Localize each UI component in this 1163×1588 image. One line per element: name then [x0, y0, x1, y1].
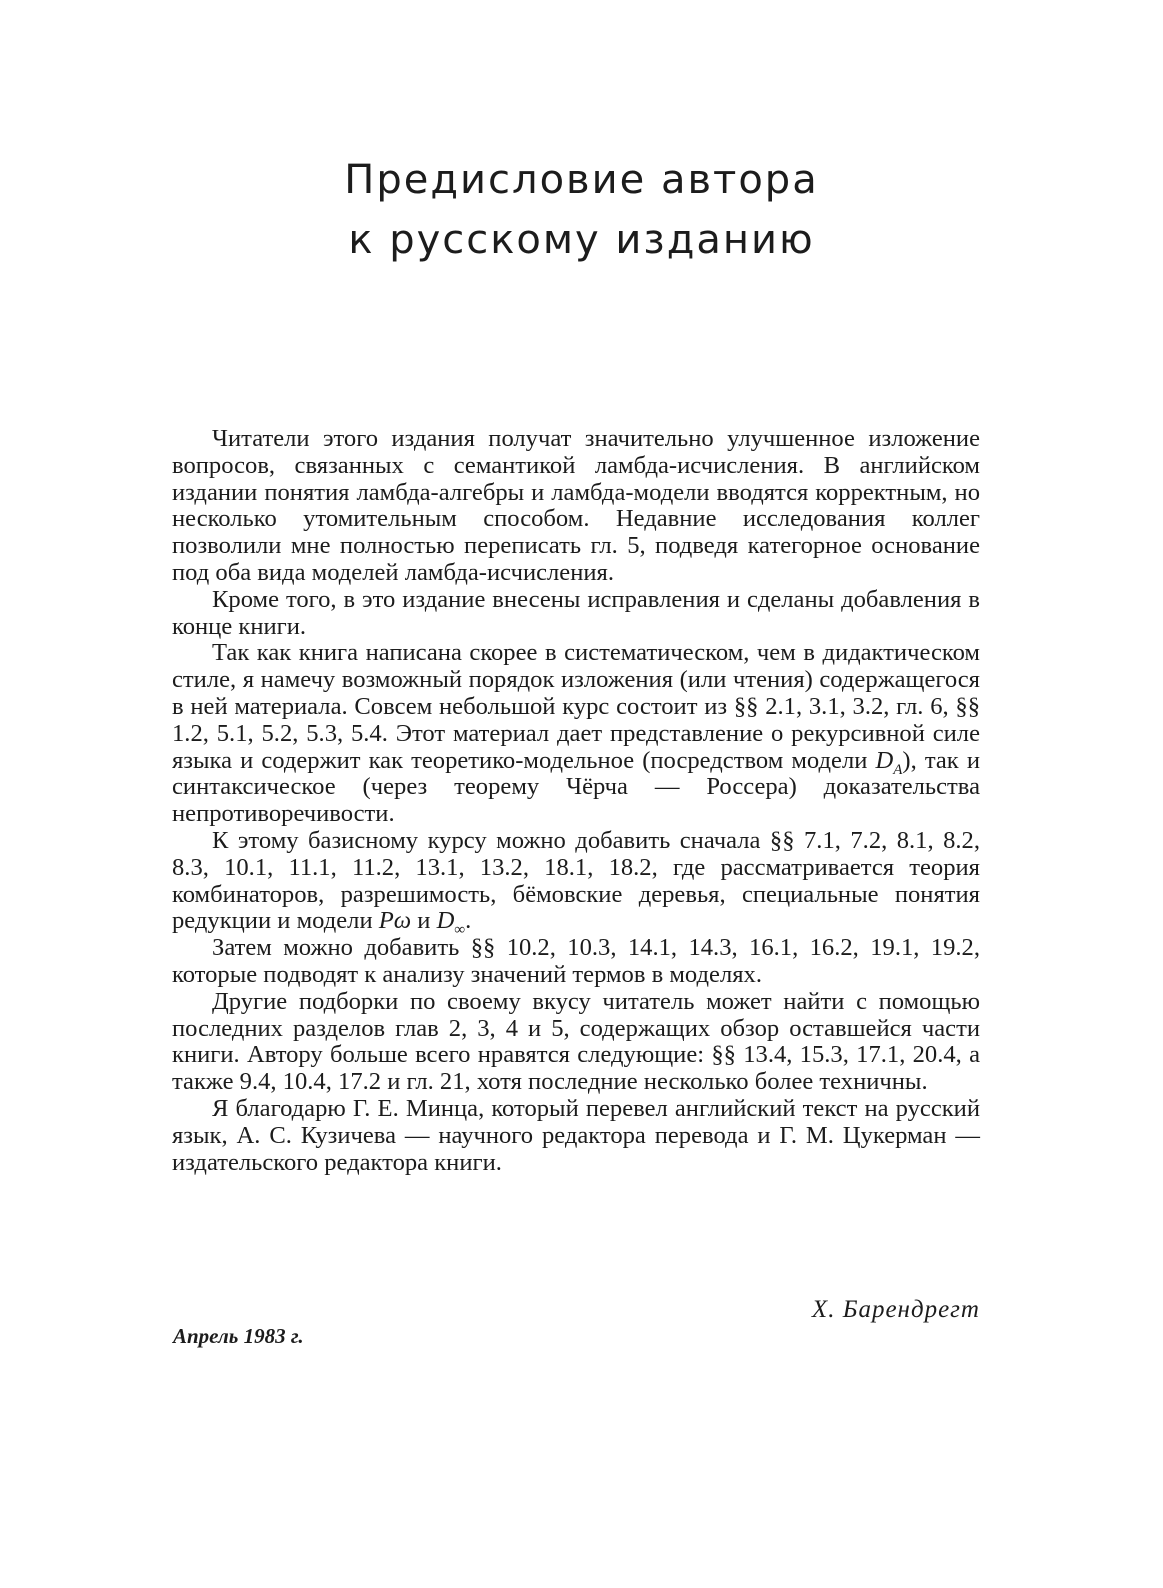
author-signature: Х. Барендрегт [811, 1296, 980, 1323]
preface-body [172, 426, 980, 1176]
model-d-letter: D [875, 746, 894, 774]
paragraph-2: Кроме того, в это издание внесены исправления и сделаны добавления в конце книги. [172, 585, 980, 640]
paragraph-3 [172, 640, 980, 828]
page-title [0, 150, 1163, 270]
page-title-line-1: Предисловие автора [344, 157, 819, 203]
paragraph-5: Затем можно добавить §§ 10.2, 10.3, 14.1, 14.3, 16.1, 16.2, 19.1, 19.2, которые подводят к анализу значений термов в моделях. [172, 934, 980, 988]
preface-date: Апрель 1983 г. [173, 1324, 304, 1348]
paragraph-4 [172, 826, 980, 939]
model-d-infinity-symbol [436, 907, 466, 939]
paragraph-3-text-a: Так как книга написана скорее в систематическом, чем в дидактическом стиле, я намечу возможный порядок изложения (или чтения) содержащегося в ней материала. Совсем небольшой курс состоит из §§ 2.1, 3.1, 3.2, гл. 6, §§ 1.2, 5.1, 5.2, 5.3, 5.4. Этот материал дает представление о рекурсивной силе языка и содержит как теоретико-модельное (посредством модели [172, 639, 980, 774]
model-d-subscript: A [893, 761, 903, 778]
model-d-infinity-letter: D [436, 907, 455, 935]
paragraph-1: Читатели этого издания получат значительно улучшенное изложение вопросов, связанных с семантикой ламбда-исчисления. В английском издании понятия ламбда-алгебры и ламбда-модели вводятся корректным, но несколько утомительным способом. Недавние исследования коллег позволили мне полностью переписать гл. 5, подведя категорное основание под оба вида моделей ламбда-исчисления. [172, 425, 980, 586]
paragraph-7: Я благодарю Г. Е. Минца, который перевел английский текст на русский язык, А. С. Кузичева — научного редактора перевода и Г. М. Цукерман — издательского редактора книги. [172, 1094, 980, 1176]
model-d-infinity-subscript: ∞ [454, 922, 466, 939]
page-title-line-2: к русскому изданию [348, 217, 815, 263]
model-p-omega-symbol: Pω [378, 907, 412, 935]
model-d-a-symbol [875, 746, 903, 778]
paragraph-4-text-a: К этому базисному курсу можно добавить сначала §§ 7.1, 7.2, 8.1, 8.2, 8.3, 10.1, 11.1, 11.2, 13.1, 13.2, 18.1, 18.2, где рассматривается теория комбинаторов, разрешимость, бёмовские деревья, специальные понятия редукции и модели [172, 826, 980, 935]
paragraph-4-text-b: . [465, 907, 472, 935]
paragraph-3-text-b: ), так и синтаксическое (через теорему Чёрча — Россера) доказательства непротиворечивости. [172, 746, 981, 828]
paragraph-4-conjunction: и [411, 907, 437, 935]
paragraph-6: Другие подборки по своему вкусу читатель может найти с помощью последних разделов глав 2, 3, 4 и 5, содержащих обзор оставшейся части книги. Автору больше всего нравятся следующие: §§ 13.4, 15.3, 17.1, 20.4, а также 9.4, 10.4, 17.2 и гл. 21, хотя последние несколько более техничны. [172, 987, 980, 1096]
